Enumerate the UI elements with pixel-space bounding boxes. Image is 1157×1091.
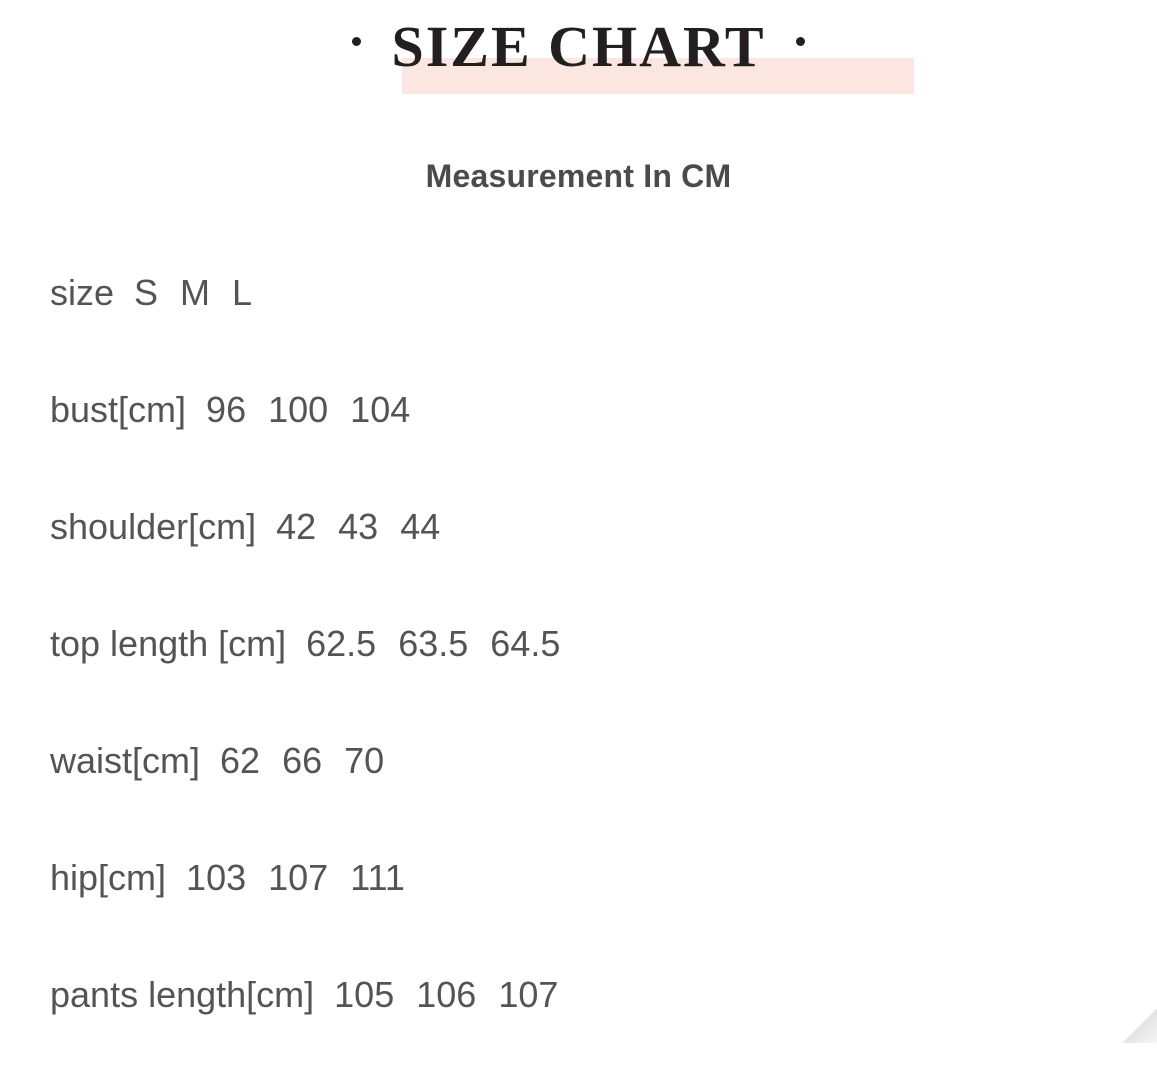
table-row: [50, 389, 1110, 506]
table-row: [50, 272, 1110, 389]
page-title: SIZE CHART: [391, 14, 766, 79]
cell-pants-length-l: 107: [498, 974, 559, 1015]
cell-size-s: S: [134, 272, 159, 313]
cell-shoulder-l: 44: [400, 506, 441, 547]
cell-size-m: M: [180, 272, 211, 313]
row-label: pants length[cm]: [50, 974, 315, 1015]
row-values: [206, 389, 410, 431]
title-block: [0, 0, 1157, 110]
cell-pants-length-s: 105: [334, 974, 395, 1015]
cell-waist-l: 70: [344, 740, 385, 781]
cell-waist-m: 66: [282, 740, 323, 781]
title-row: [0, 14, 1157, 79]
measurement-table: [50, 272, 1110, 1091]
cell-top-length-s: 62.5: [306, 623, 377, 664]
row-label: waist[cm]: [50, 740, 201, 781]
row-label: hip[cm]: [50, 857, 167, 898]
table-row: [50, 506, 1110, 623]
cell-bust-m: 100: [268, 389, 329, 430]
bullet-dot-left-icon: [352, 37, 361, 46]
cell-size-l: L: [232, 272, 253, 313]
row-values: [186, 857, 405, 899]
cell-bust-l: 104: [350, 389, 411, 430]
cell-shoulder-m: 43: [338, 506, 379, 547]
row-label: shoulder[cm]: [50, 506, 257, 547]
cell-top-length-l: 64.5: [490, 623, 561, 664]
row-values: [134, 272, 252, 314]
table-row: [50, 857, 1110, 974]
row-label: top length [cm]: [50, 623, 287, 664]
table-row: [50, 740, 1110, 857]
page-corner-fold: [1123, 1009, 1157, 1043]
cell-bust-s: 96: [206, 389, 247, 430]
table-row: [50, 974, 1110, 1091]
row-values: [220, 740, 384, 782]
cell-shoulder-s: 42: [276, 506, 317, 547]
row-values: [334, 974, 558, 1016]
row-label: bust[cm]: [50, 389, 187, 430]
table-row: [50, 623, 1110, 740]
cell-pants-length-m: 106: [416, 974, 477, 1015]
subtitle: Measurement In CM: [425, 158, 732, 194]
row-values: [276, 506, 440, 548]
cell-waist-s: 62: [220, 740, 261, 781]
row-values: [306, 623, 560, 665]
cell-hip-l: 111: [350, 857, 405, 898]
cell-hip-m: 107: [268, 857, 329, 898]
bullet-dot-right-icon: [796, 37, 805, 46]
row-label: size: [50, 272, 115, 313]
cell-hip-s: 103: [186, 857, 247, 898]
cell-top-length-m: 63.5: [398, 623, 469, 664]
